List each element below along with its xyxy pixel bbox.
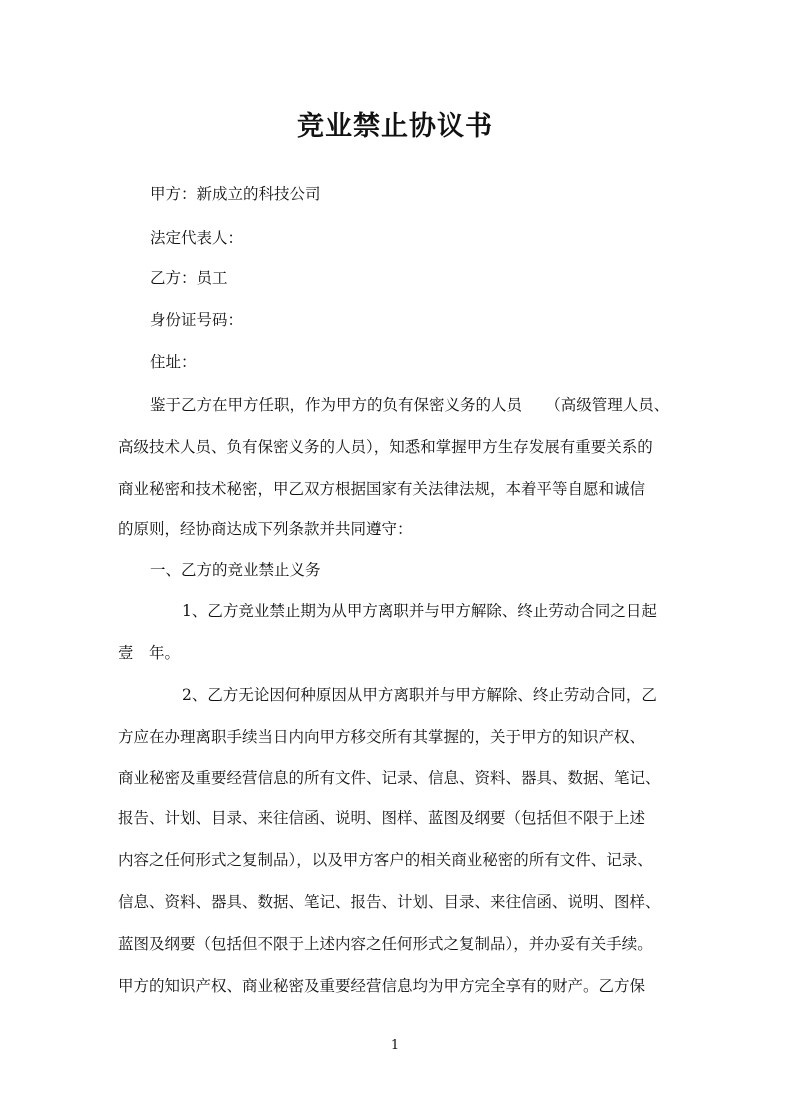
clause-2-line: 方应在办理离职手续当日内向甲方移交所有其掌握的，关于甲方的知识产权、 <box>118 728 646 746</box>
clause-2-line: 甲方的知识产权、商业秘密及重要经营信息均为甲方完全享有的财产。乙方保 <box>118 977 646 995</box>
page-number: 1 <box>390 1038 400 1053</box>
address-line: 住址： <box>150 353 197 371</box>
clause-2-line: 信息、资料、器具、数据、笔记、报告、计划、目录、来往信函、说明、图样、 <box>118 893 661 911</box>
clause-1-line: 壹 年。 <box>118 644 181 662</box>
clause-1-line: 1、乙方竞业禁止期为从甲方离职并与甲方解除、终止劳动合同之日起 <box>182 602 657 620</box>
clause-2-line: 报告、计划、目录、来往信函、说明、图样、蓝图及纲要（包括但不限于上述 <box>118 809 646 827</box>
party-a-line: 甲方：新成立的科技公司 <box>150 185 321 203</box>
id-number-line: 身份证号码： <box>150 311 244 329</box>
party-b-line: 乙方：员工 <box>150 269 228 287</box>
section-heading: 一、乙方的竞业禁止义务 <box>150 561 321 579</box>
preamble-line: 高级技术人员、负有保密义务的人员），知悉和掌握甲方生存发展有重要关系的 <box>118 438 653 456</box>
document-title: 竞业禁止协议书 <box>297 111 493 142</box>
legal-representative-line: 法定代表人： <box>150 229 244 247</box>
clause-2-line: 2、乙方无论因何种原因从甲方离职并与甲方解除、终止劳动合同，乙 <box>182 686 657 704</box>
clause-2-line: 内容之任何形式之复制品），以及甲方客户的相关商业秘密的所有文件、记录、 <box>118 851 653 869</box>
preamble-line: 鉴于乙方在甲方任职，作为甲方的负有保密义务的人员 （高级管理人员、 <box>150 396 670 414</box>
clause-2-line: 蓝图及纲要（包括但不限于上述内容之任何形式之复制品），并办妥有关手续。 <box>118 935 653 953</box>
preamble-line: 商业秘密和技术秘密，甲乙双方根据国家有关法律法规，本着平等自愿和诚信 <box>118 480 646 498</box>
preamble-line: 的原则，经协商达成下列条款并共同遵守： <box>118 520 413 538</box>
clause-2-line: 商业秘密及重要经营信息的所有文件、记录、信息、资料、器具、数据、笔记、 <box>118 769 661 787</box>
